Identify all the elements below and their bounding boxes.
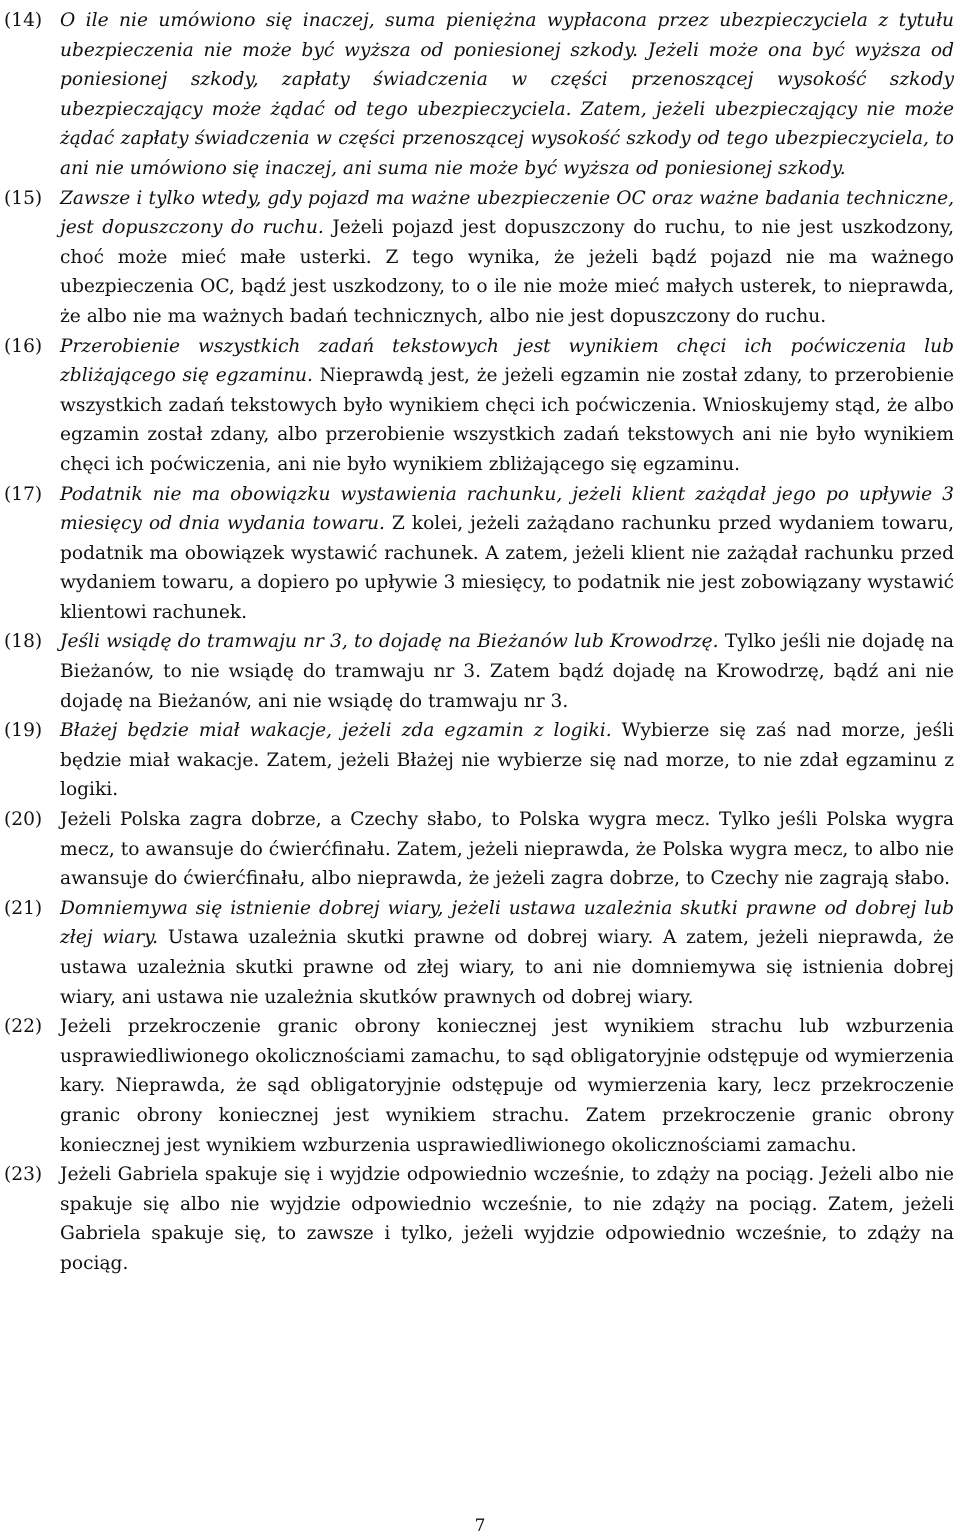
exercise-item-17 (4, 480, 954, 628)
exercise-number: (15) (4, 187, 43, 209)
exercise-conclusion: Nieprawdą jest, że jeżeli egzamin nie został zdany, to przerobienie wszystkich zadań tekstowych było wynikiem chęci ich poćwiczenia. Wnioskujemy stąd, że albo egzamin został zdany, albo przerobienie wszystkich zadań tekstowych ani nie było wynikiem chęci ich poćwiczenia, ani nie było wynikiem zbliżającego się egzaminu. (60, 365, 954, 475)
exercise-item-15 (4, 184, 954, 332)
exercise-premises: Jeżeli Polska zagra dobrze, a Czechy słabo, to Polska wygra mecz. (60, 809, 711, 831)
exercise-premises: Domniemywa się istnienie dobrej wiary, jeżeli ustawa uzależnia skutki prawne od dobrej lub złej wiary. (60, 897, 954, 949)
exercise-premises: Błażej będzie miał wakacje, jeżeli zda egzamin z logiki. (60, 720, 612, 742)
exercise-conclusion: Jeżeli może ona być wyższa od poniesionej szkody, zapłaty świadczenia w części przenoszącej wysokość szkody ubezpieczający może żądać od tego ubezpieczyciela. Zatem, jeżeli ubezpieczający nie może żądać zapłaty świadczenia w części przenoszącej wysokość szkody od tego ubezpieczyciela, to ani nie umówiono się inaczej, ani suma nie może być wyższa od poniesionej szkody. (60, 39, 954, 179)
exercise-number: (23) (4, 1164, 43, 1186)
exercise-text (60, 1160, 954, 1278)
exercise-conclusion: Tylko jeśli Polska wygra mecz, to awansuje do ćwierćfinału. Zatem, jeżeli nieprawda, że Polska wygra mecz, to albo nie awansuje do ćwierćfinału, albo nieprawda, że jeżeli zagra dobrze, to Czechy nie zagrają słabo. (60, 809, 954, 890)
exercise-premises: Jeśli wsiądę do tramwaju nr 3, to dojadę na Bieżanów lub Krowodrzę. (60, 631, 719, 653)
exercise-text (60, 184, 954, 332)
exercise-text (60, 627, 954, 716)
exercise-premises: Podatnik nie ma obowiązku wystawienia rachunku, jeżeli klient zażądał jego po upływie 3 miesięcy od dnia wydania towaru. (60, 483, 954, 535)
exercise-number: (22) (4, 1016, 43, 1038)
exercise-item-20 (4, 805, 954, 894)
exercise-item-22 (4, 1012, 954, 1160)
exercise-premises: Jeżeli przekroczenie granic obrony koniecznej jest wynikiem strachu lub wzburzenia usprawiedliwionego okolicznościami zamachu, to sąd obligatoryjnie odstępuje od wymierzenia kary. (60, 1016, 954, 1097)
exercise-number: (19) (4, 720, 43, 742)
exercise-text (60, 332, 954, 480)
page-number: 7 (474, 1516, 486, 1536)
exercise-number: (20) (4, 809, 43, 831)
exercise-list (4, 6, 954, 1279)
exercise-item-23 (4, 1160, 954, 1278)
exercise-conclusion: Zatem, jeżeli Gabriela spakuje się, to zawsze i tylko, jeżeli wyjdzie odpowiednio wcześnie, to zdąży na pociąg. (60, 1193, 954, 1274)
exercise-item-14 (4, 6, 954, 184)
exercise-text (60, 716, 954, 805)
exercise-conclusion: Nieprawda, że sąd obligatoryjnie odstępuje od wymierzenia kary, lecz przekroczenie granic obrony koniecznej jest wynikiem strachu. Zatem przekroczenie granic obrony koniecznej jest wynikiem wzburzenia usprawiedliwionego okolicznościami zamachu. (60, 1075, 954, 1156)
exercise-conclusion: Wybierze się zaś nad morze, jeśli będzie miał wakacje. Zatem, jeżeli Błażej nie wybierze się nad morze, to nie zdał egzaminu z logiki. (60, 720, 954, 801)
exercise-premises: O ile nie umówiono się inaczej, suma pieniężna wypłacona przez ubezpieczyciela z tytułu ubezpieczenia nie może być wyższa od poniesionej szkody. (60, 10, 954, 61)
exercise-conclusion: Z kolei, jeżeli zażądano rachunku przed wydaniem towaru, podatnik ma obowiązek wystawić rachunek. A zatem, jeżeli klient nie zażądał rachunku przed wydaniem towaru, a dopiero po upływie 3 miesięcy, to podatnik nie jest zobowiązany wystawić klientowi rachunek. (60, 513, 954, 623)
exercise-item-16 (4, 332, 954, 480)
exercise-number: (17) (4, 483, 43, 505)
exercise-text (60, 805, 954, 894)
exercise-number: (21) (4, 897, 43, 919)
exercise-item-19 (4, 716, 954, 805)
exercise-number: (14) (4, 10, 43, 31)
exercise-conclusion: Tylko jeśli nie dojadę na Bieżanów, to nie wsiądę do tramwaju nr 3. Zatem bądź dojadę na Krowodrzę, bądź ani nie dojadę na Bieżanów, ani nie wsiądę do tramwaju nr 3. (60, 631, 954, 712)
exercise-text (60, 6, 954, 184)
exercise-number: (18) (4, 631, 43, 653)
exercise-text (60, 480, 954, 628)
exercise-conclusion: Ustawa uzależnia skutki prawne od dobrej wiary. A zatem, jeżeli nieprawda, że ustawa uzależnia skutki prawne od złej wiary, to ani nie domniemywa się istnienia dobrej wiary, ani ustawa nie uzależnia skutków prawnych od dobrej wiary. (60, 927, 954, 1008)
exercise-item-21 (4, 894, 954, 1012)
exercise-premises: Przerobienie wszystkich zadań tekstowych jest wynikiem chęci ich poćwiczenia lub zbliżającego się egzaminu. (60, 335, 954, 387)
exercise-premises: Zawsze i tylko wtedy, gdy pojazd ma ważne ubezpieczenie OC oraz ważne badania techniczne, jest dopuszczony do ruchu. (60, 187, 954, 239)
exercise-item-18 (4, 627, 954, 716)
exercise-text (60, 894, 954, 1012)
exercise-premises: Jeżeli Gabriela spakuje się i wyjdzie odpowiednio wcześnie, to zdąży na pociąg. Jeżeli albo nie spakuje się albo nie wyjdzie odpowiednio wcześnie, to nie zdąży na pociąg. (60, 1164, 954, 1215)
exercise-conclusion: Jeżeli pojazd jest dopuszczony do ruchu, to nie jest uszkodzony, choć może mieć małe usterki. Z tego wynika, że jeżeli bądź pojazd nie ma ważnego ubezpieczenia OC, bądź jest uszkodzony, to o ile nie może mieć małych usterek, to nieprawda, że albo nie ma ważnych badań technicznych, albo nie jest dopuszczony do ruchu. (60, 217, 954, 327)
exercise-number: (16) (4, 335, 43, 357)
exercise-text (60, 1012, 954, 1160)
